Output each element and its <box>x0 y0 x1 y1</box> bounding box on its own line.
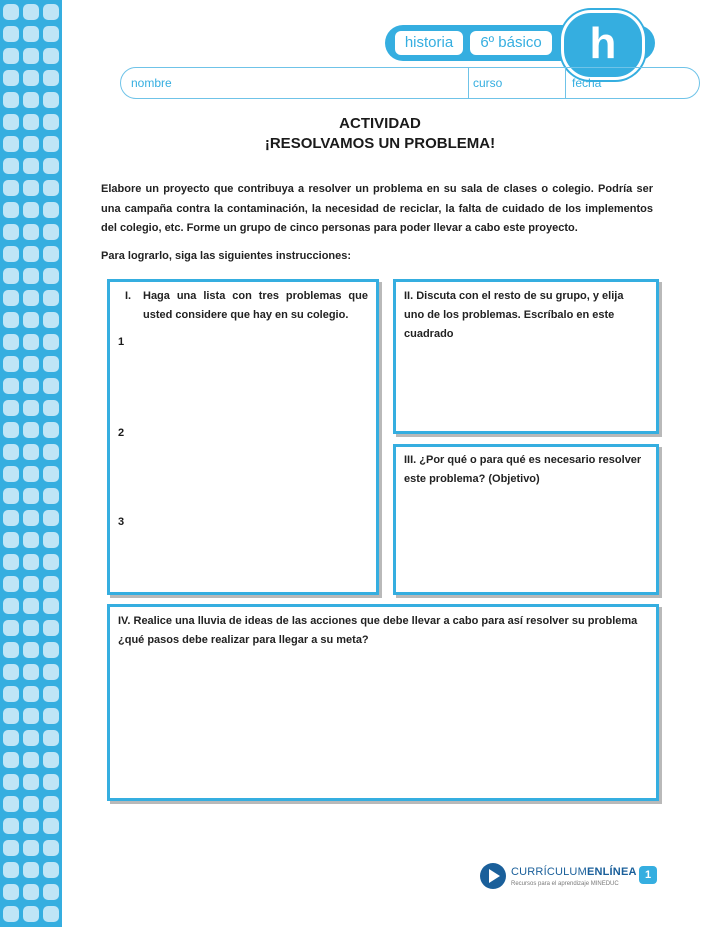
list-item-number: 1 <box>118 336 125 348</box>
decorative-tile <box>43 774 59 790</box>
decorative-tile <box>43 466 59 482</box>
decorative-tile <box>3 774 19 790</box>
decorative-tile <box>43 708 59 724</box>
footer-brand <box>511 866 637 878</box>
decorative-tile <box>43 312 59 328</box>
decorative-tile <box>3 730 19 746</box>
decorative-tile <box>23 532 39 548</box>
decorative-tile <box>43 510 59 526</box>
decorative-tile <box>3 246 19 262</box>
decorative-tile <box>23 884 39 900</box>
decorative-tile <box>43 70 59 86</box>
decorative-tile <box>3 158 19 174</box>
decorative-tile <box>3 268 19 284</box>
decorative-tile <box>23 752 39 768</box>
decorative-tile <box>23 730 39 746</box>
decorative-tile <box>23 862 39 878</box>
subject-tag: historia <box>395 31 463 55</box>
decorative-tile <box>43 554 59 570</box>
decorative-tile <box>23 400 39 416</box>
decorative-tile <box>43 664 59 680</box>
decorative-tile <box>3 378 19 394</box>
decorative-tile <box>3 466 19 482</box>
decorative-tile <box>43 906 59 922</box>
divider <box>468 68 469 98</box>
decorative-tile <box>23 598 39 614</box>
footer-tagline: Recursos para el aprendizaje MINEDUC <box>511 881 619 887</box>
decorative-tile <box>23 510 39 526</box>
name-field[interactable]: nombre <box>131 76 172 90</box>
decorative-tile <box>23 796 39 812</box>
decorative-tile <box>43 576 59 592</box>
decorative-tile <box>43 796 59 812</box>
decorative-tile <box>43 422 59 438</box>
decorative-tile <box>23 224 39 240</box>
decorative-tile <box>43 642 59 658</box>
decorative-tile <box>3 884 19 900</box>
decorative-tile <box>23 840 39 856</box>
decorative-tile <box>3 290 19 306</box>
decorative-tile <box>3 576 19 592</box>
decorative-tile <box>43 92 59 108</box>
decorative-tile <box>3 422 19 438</box>
decorative-tile <box>3 334 19 350</box>
decorative-tile <box>3 488 19 504</box>
box3-instruction: III. ¿Por qué o para qué es necesario resolver este problema? (Objetivo) <box>404 454 642 485</box>
decorative-tile <box>3 818 19 834</box>
decorative-tile <box>43 180 59 196</box>
decorative-tile <box>3 532 19 548</box>
divider <box>565 68 566 98</box>
decorative-tile <box>23 70 39 86</box>
decorative-tile <box>43 4 59 20</box>
decorative-tile <box>23 576 39 592</box>
box1-instruction: Haga una lista con tres problemas que usted considere que hay en su colegio. <box>143 290 368 321</box>
decorative-tile <box>23 774 39 790</box>
decorative-tile <box>23 290 39 306</box>
decorative-tile <box>23 246 39 262</box>
decorative-tile <box>43 884 59 900</box>
decorative-tile <box>23 48 39 64</box>
decorative-tile <box>43 334 59 350</box>
decorative-tile <box>3 224 19 240</box>
decorative-tile <box>23 180 39 196</box>
decorative-tile <box>23 422 39 438</box>
decorative-tile <box>3 4 19 20</box>
decorative-tile <box>3 400 19 416</box>
decorative-tile <box>23 378 39 394</box>
decorative-tile <box>43 268 59 284</box>
decorative-tile <box>23 268 39 284</box>
decorative-tile <box>3 114 19 130</box>
decorative-tile <box>43 620 59 636</box>
decorative-tile <box>3 708 19 724</box>
decorative-tile <box>23 488 39 504</box>
decorative-tile <box>43 246 59 262</box>
decorative-tile <box>3 862 19 878</box>
decorative-tile <box>3 620 19 636</box>
decorative-tile <box>23 4 39 20</box>
decorative-tile <box>3 26 19 42</box>
decorative-tile <box>43 598 59 614</box>
answer-box-1[interactable] <box>107 279 379 595</box>
decorative-tile <box>23 356 39 372</box>
decorative-tile <box>43 158 59 174</box>
brand-part-2: ENLÍNEA <box>586 866 637 878</box>
course-field[interactable]: curso <box>473 76 503 90</box>
decorative-tile <box>3 356 19 372</box>
decorative-tile <box>23 620 39 636</box>
list-item-number: 3 <box>118 516 125 528</box>
decorative-tile <box>43 290 59 306</box>
decorative-tile <box>43 444 59 460</box>
instructions-lead: Para lograrlo, siga las siguientes instrucciones: <box>101 250 352 262</box>
decorative-tile <box>43 48 59 64</box>
decorative-tile <box>3 444 19 460</box>
decorative-tile <box>23 158 39 174</box>
intro-paragraph: Elabore un proyecto que contribuya a resolver un problema en su sala de clases o colegio. Podría ser una campaña contra la contaminación, la necesidad de reciclar, la falta de cuidado de los implementos del colegio, etc. Forme un grupo de cinco personas para poder llevar a cabo este proyecto. <box>101 183 653 234</box>
date-field[interactable]: fecha <box>572 76 602 90</box>
decorative-tile <box>3 510 19 526</box>
grade-tag: 6º básico <box>470 31 552 55</box>
decorative-tile <box>3 92 19 108</box>
activity-subtitle: ¡RESOLVAMOS UN PROBLEMA! <box>264 135 496 152</box>
decorative-tile <box>3 664 19 680</box>
decorative-tile <box>23 466 39 482</box>
decorative-tile <box>43 26 59 42</box>
box4-instruction: IV. Realice una lluvia de ideas de las acciones que debe llevar a cabo para así resolver su problema ¿qué pasos debe realizar para llegar a su meta? <box>118 615 638 646</box>
decorative-tile <box>43 840 59 856</box>
decorative-tile <box>43 488 59 504</box>
decorative-tile <box>23 312 39 328</box>
decorative-tile <box>3 312 19 328</box>
decorative-tile <box>3 554 19 570</box>
decorative-tile <box>3 906 19 922</box>
decorative-tile <box>43 202 59 218</box>
decorative-tile <box>3 840 19 856</box>
decorative-tile <box>43 818 59 834</box>
decorative-tile <box>43 532 59 548</box>
decorative-tile <box>43 378 59 394</box>
decorative-tile <box>23 444 39 460</box>
decorative-tile <box>23 686 39 702</box>
decorative-tile <box>43 730 59 746</box>
decorative-tile <box>3 202 19 218</box>
decorative-tile <box>23 664 39 680</box>
decorative-tile <box>43 862 59 878</box>
decorative-tile <box>23 202 39 218</box>
list-item-number: 2 <box>118 427 125 439</box>
curriculum-logo-icon <box>480 863 506 889</box>
decorative-tile <box>23 554 39 570</box>
decorative-tile <box>3 136 19 152</box>
decorative-tile <box>23 642 39 658</box>
decorative-tile <box>23 92 39 108</box>
activity-title: ACTIVIDAD <box>339 115 421 132</box>
decorative-tile <box>3 180 19 196</box>
decorative-tile <box>3 598 19 614</box>
decorative-tile <box>3 796 19 812</box>
decorative-tile <box>43 356 59 372</box>
subject-logo-icon: h <box>561 10 645 80</box>
decorative-tile <box>23 334 39 350</box>
decorative-tile <box>43 752 59 768</box>
box2-instruction: II. Discuta con el resto de su grupo, y elija uno de los problemas. Escríbalo en este cuadrado <box>404 290 624 340</box>
student-info-row <box>120 67 700 99</box>
box1-numeral: I. <box>125 290 132 302</box>
decorative-tile <box>43 400 59 416</box>
decorative-tile <box>23 26 39 42</box>
decorative-tile <box>23 906 39 922</box>
decorative-tile <box>3 642 19 658</box>
decorative-tile <box>23 708 39 724</box>
decorative-tile <box>3 48 19 64</box>
decorative-tile <box>23 818 39 834</box>
decorative-tile <box>3 752 19 768</box>
decorative-tile <box>3 70 19 86</box>
decorative-tile <box>3 686 19 702</box>
page-number: 1 <box>639 866 657 884</box>
decorative-tile <box>43 686 59 702</box>
decorative-tile <box>43 224 59 240</box>
brand-part-1: CURRÍCULUM <box>511 866 587 878</box>
